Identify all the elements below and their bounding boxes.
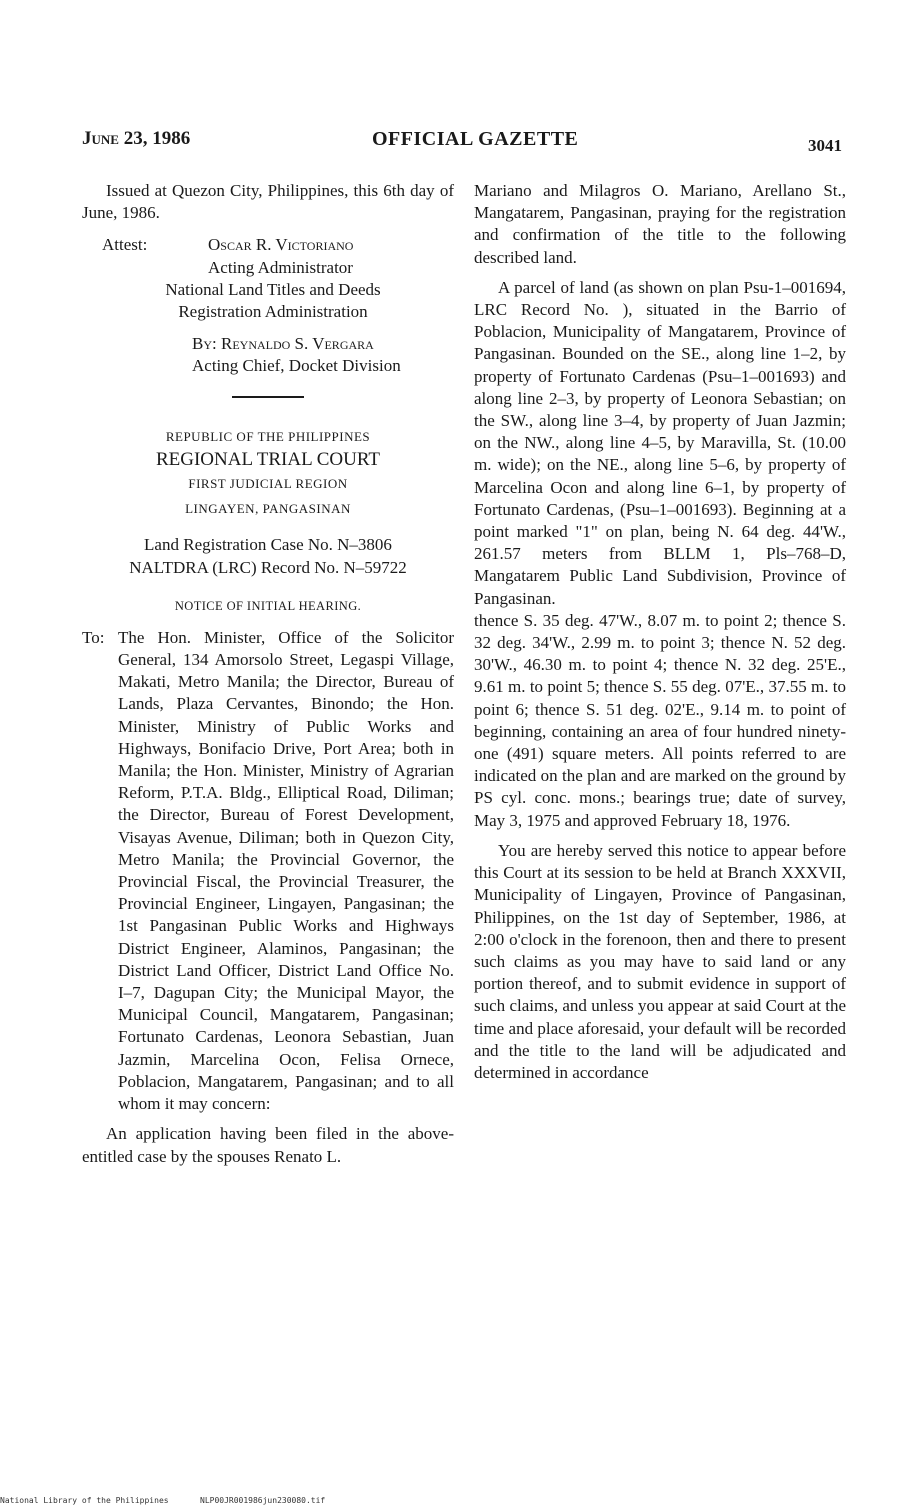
served-paragraph: You are hereby served this notice to appear before this Court at its session to be held at Branch XXXVII, Municipality of Lingayen, Province of Pangasinan, Philippines, on the 1st day of September, 1986, at 2:00 o'clock in the forenoon, then and there to present such claims as you may have to said land or any portion thereof, and to submit evidence in support of such claims, and unless you appear at said Court at the time and place aforesaid, your default will be recorded and the title to the land will be adjudicated and determined in accordance bbox=[474, 840, 846, 1082]
attest-label: Attest: bbox=[102, 235, 148, 255]
header-date: June 23, 1986 bbox=[82, 128, 191, 149]
page-number: 3041 bbox=[808, 136, 842, 155]
by-name: By: Reynaldo S. Vergara bbox=[192, 334, 374, 354]
attest-block bbox=[82, 234, 454, 323]
attest-office-2: Registration Administration bbox=[178, 302, 368, 322]
right-column bbox=[474, 180, 846, 1084]
record-number: NALTDRA (LRC) Record No. N–59722 bbox=[129, 557, 407, 577]
case-number: Land Registration Case No. N–3806 bbox=[144, 534, 392, 554]
notice-title: NOTICE OF INITIAL HEARING. bbox=[174, 598, 362, 613]
header-title: OFFICIAL GAZETTE bbox=[372, 128, 579, 150]
addressee-text: The Hon. Minister, Office of the Solicitor General, 134 Amorsolo Street, Legaspi Village, Makati, Metro Manila; the Director, Bureau of Lands, Plaza Cervantes, Binondo; the Hon. Minister, Ministry of Public Works and Highways, Bonifacio Drive, Port Area; both in Manila; the Hon. Minister, Ministry of Agrarian Reform, P.T.A. Bldg., Elliptical Road, Diliman; the Director, Bureau of Forest Development, Visayas Avenue, Diliman; both in Quezon City, Metro Manila; the Provincial Governor, the Provincial Fiscal, the Provincial Treasurer, the Provincial Engineer, Lingayen, Pangasinan; the 1st Pangasinan Public Works and Highways District Engineer, Alaminos, Pangasinan; the District Land Officer, District Land Office No. I–7, Dagupan City; the Municipal Mayor, the Municipal Council, Mangatarem, Pangasinan; Fortunato Cardenas, Leonora Sebastian, Juan Jazmin, Marcelina Ocon, Felisa Ornece, Poblacion, Mangatarem, Pangasinan; and to all whom it may concern: bbox=[118, 627, 454, 1114]
application-paragraph: An application having been filed in the above-entitled case by the spouses Renato L. bbox=[82, 1124, 454, 1166]
location-heading: LINGAYEN, PANGASINAN bbox=[185, 500, 351, 516]
issued-paragraph: Issued at Quezon City, Philippines, this 6th day of June, 1986. bbox=[82, 181, 454, 223]
section-divider bbox=[232, 396, 304, 398]
attest-name: Oscar R. Victoriano bbox=[208, 235, 354, 255]
left-column bbox=[82, 180, 454, 1168]
attest-position: Acting Administrator bbox=[208, 257, 353, 277]
footer-library: National Library of the Philippines bbox=[0, 1496, 169, 1505]
attest-office-1: National Land Titles and Deeds bbox=[165, 279, 381, 299]
footer-filename: NLP00JR001986jun230080.tif bbox=[200, 1496, 326, 1505]
continuation-paragraph: Mariano and Milagros O. Mariano, Arellano St., Mangatarem, Pangasinan, praying for the registration and confirmation of the title to the following described land. bbox=[474, 181, 846, 267]
by-position: Acting Chief, Docket Division bbox=[192, 356, 401, 376]
to-label: To: bbox=[82, 627, 105, 647]
case-block bbox=[82, 533, 454, 579]
court-heading: REGIONAL TRIAL COURT bbox=[155, 448, 381, 470]
addressee-block bbox=[82, 627, 454, 1115]
bearings-paragraph: thence S. 35 deg. 47'W., 8.07 m. to point 2; thence S. 32 deg. 34'W., 2.99 m. to point 3; thence N. 52 deg. 30'W., 46.30 m. to point 4; thence N. 32 deg. 25'E., 9.61 m. to point 5; thence S. 55 deg. 07'E., 37.55 m. to point 6; thence S. 51 deg. 02'E., 9.14 m. to point of beginning, containing an area of four hundred ninety-one (491) square meters. All points referred to are indicated on the plan and are marked on the ground by PS cyl. conc. mons.; bearings true; date of survey, May 3, 1975 and approved February 18, 1976. bbox=[474, 610, 846, 830]
by-block bbox=[82, 333, 454, 377]
republic-heading: REPUBLIC OF THE PHILIPPINES bbox=[165, 428, 371, 444]
parcel-paragraph: A parcel of land (as shown on plan Psu-1–001694, LRC Record No. ), situated in the Barrio of Poblacion, Municipality of Mangatarem, Province of Pangasinan. Bounded on the SE., along line 1–2, by property of Fortunato Cardenas (Psu–1–001693) and along line 2–3, by property of Leonora Sebastian; on the SW., along line 3–4, by property of Juan Jazmin; on the NW., along line 4–5, by Maravilla, St. (10.00 m. wide); on the NE., along line 5–6, by property of Marcelina Ocon and along line 6–1, by property of Fortunato Cardenas, (Psu–1–001693). Beginning at a point marked "1" on plan, being N. 64 deg. 44'W., 261.57 meters from BLLM 1, Pls–768–D, Mangatarem Public Land Subdivision, Province of Pangasinan. bbox=[474, 277, 846, 608]
region-heading: FIRST JUDICIAL REGION bbox=[188, 475, 348, 491]
